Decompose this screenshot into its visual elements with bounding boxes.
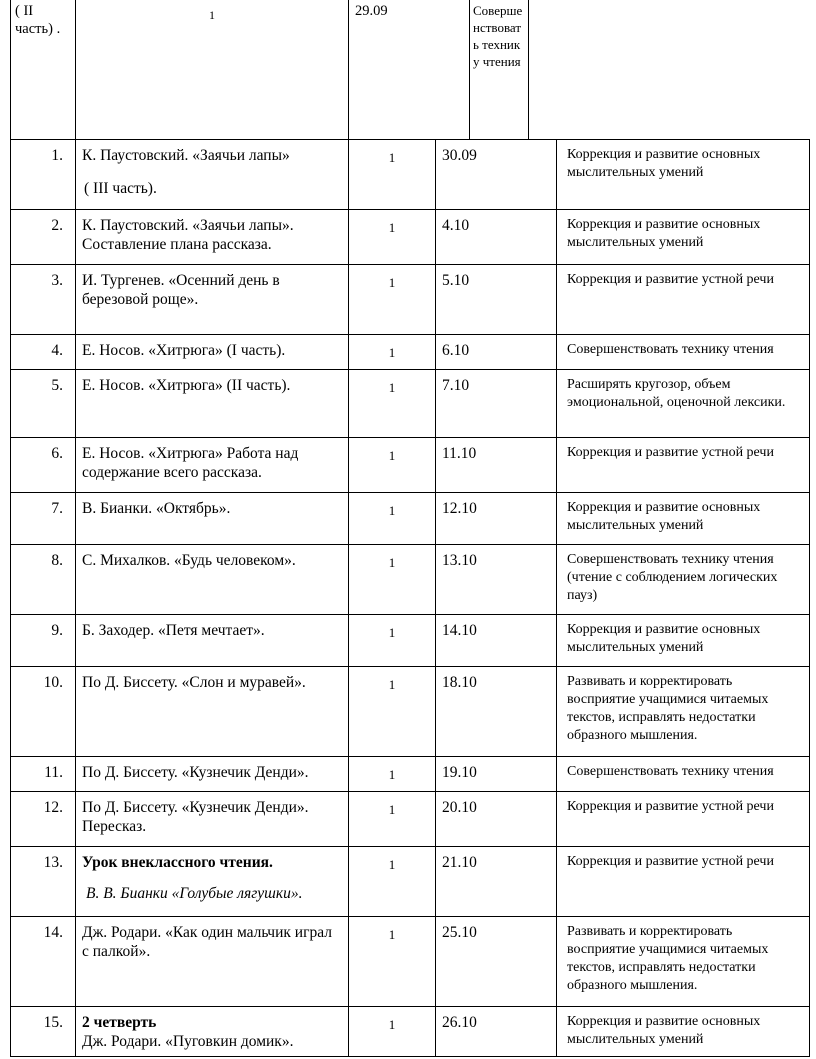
lesson-hours-cell [349,792,436,847]
lesson-topic-cell [76,917,349,1007]
lesson-goal-cell [557,210,810,265]
lesson-date: 20.10 [442,799,477,816]
lesson-number: 9. [51,622,63,639]
lesson-topic: Е. Носов. «Хитрюга» (II часть). [82,377,291,394]
lesson-date-cell [436,757,557,792]
lesson-hours-cell [349,615,436,667]
lesson-number: 14. [43,924,63,941]
lesson-goal-cell [557,757,810,792]
lesson-goal: Расширять кругозор, объем эмоциональной, оценочной лексики. [567,377,786,410]
lesson-number-cell [11,493,76,545]
lesson-number-cell [11,370,76,438]
lesson-hours: 1 [388,927,396,942]
lesson-date-cell [436,545,557,615]
lesson-date-cell [436,615,557,667]
lesson-date-cell [436,370,557,438]
lesson-date: 21.10 [442,854,477,871]
lesson-hours: 1 [388,767,396,782]
lesson-date: 4.10 [442,217,470,234]
lesson-topic-cell [76,140,349,210]
lesson-number: 15. [43,1014,63,1031]
lesson-hours-cell [349,210,436,265]
top-cell-hours: 1 [76,0,349,140]
lesson-hours: 1 [388,275,396,290]
lesson-goal: Коррекция и развитие устной речи [567,854,774,869]
top-cell-goal: Совершенствовать технику чтения [470,0,529,140]
lesson-number-cell [11,335,76,370]
lesson-plan-table [10,139,810,1057]
lesson-number-cell [11,757,76,792]
lesson-goal: Коррекция и развитие основных мыслительных умений [567,500,761,533]
lesson-goal: Совершенствовать технику чтения [567,764,774,779]
lesson-hours-cell [349,667,436,757]
topic-heading: 2 четверть [82,1014,157,1031]
lesson-number-cell [11,210,76,265]
lesson-goal-cell [557,792,810,847]
lesson-topic: К. Паустовский. «Заячьи лапы» [82,147,290,164]
lesson-number: 5. [51,377,63,394]
lesson-hours-cell [349,265,436,335]
lesson-number: 2. [51,217,63,234]
lesson-topic-cell [76,370,349,438]
table-row [11,1007,810,1057]
lesson-hours-cell [349,140,436,210]
lesson-topic-sub: ( III часть). [84,180,157,197]
lesson-goal: Развивать и корректировать восприятие учащимися читаемых текстов, исправлять недостатки образного мышления. [567,924,769,993]
lesson-goal: Коррекция и развитие основных мыслительных умений [567,622,761,655]
lesson-topic: Б. Заходер. «Петя мечтает». [82,622,265,639]
lesson-hours-cell [349,757,436,792]
lesson-date-cell [436,265,557,335]
lesson-hours-cell [349,438,436,493]
lesson-goal-cell [557,917,810,1007]
lesson-hours: 1 [388,625,396,640]
lesson-number-cell [11,847,76,917]
lesson-date-cell [436,1007,557,1057]
lesson-topic-cell [76,847,349,917]
lesson-number: 7. [51,500,63,517]
lesson-date-cell [436,210,557,265]
lesson-date-cell [436,847,557,917]
lesson-topic: К. Паустовский. «Заячьи лапы». Составление плана рассказа. [82,217,294,253]
lesson-number-cell [11,792,76,847]
lesson-topic-cell [76,792,349,847]
lesson-number: 3. [51,272,63,289]
lesson-hours: 1 [388,677,396,692]
lesson-number: 4. [51,342,63,359]
lesson-date: 19.10 [442,764,477,781]
lesson-topic-cell [76,438,349,493]
lesson-hours: 1 [388,380,396,395]
top-cell-empty [529,0,790,140]
table-row [11,615,810,667]
lesson-number: 11. [44,764,63,781]
lesson-goal-cell [557,545,810,615]
lesson-goal: Коррекция и развитие основных мыслительных умений [567,217,761,250]
lesson-hours: 1 [388,448,396,463]
table-row [11,757,810,792]
table-row [11,210,810,265]
table-row [11,265,810,335]
lesson-date: 26.10 [442,1014,477,1031]
lesson-number: 12. [43,799,63,816]
table-row [11,667,810,757]
lesson-number-cell [11,615,76,667]
lesson-goal-cell [557,438,810,493]
lesson-topic: По Д. Биссету. «Кузнечик Денди». [82,764,309,781]
lesson-hours: 1 [388,345,396,360]
lesson-number-cell [11,1007,76,1057]
lesson-topic-cell [76,1007,349,1057]
lesson-date: 18.10 [442,674,477,691]
lesson-hours-cell [349,545,436,615]
lesson-goal-cell [557,1007,810,1057]
lesson-goal: Коррекция и развитие устной речи [567,445,774,460]
lesson-number-cell [11,545,76,615]
lesson-goal-cell [557,370,810,438]
lesson-goal-cell [557,493,810,545]
lesson-goal: Коррекция и развитие устной речи [567,272,774,287]
lesson-hours: 1 [388,802,396,817]
lesson-goal: Совершенствовать технику чтения (чтение с соблюдением логических пауз) [567,552,778,603]
lesson-number: 10. [43,674,63,691]
table-row [11,847,810,917]
table-row [11,438,810,493]
lesson-hours: 1 [388,1017,396,1032]
lesson-topic: Дж. Родари. «Как один мальчик играл с палкой». [82,924,332,960]
lesson-date-cell [436,335,557,370]
lesson-topic-italic: В. В. Бианки «Голубые лягушки». [86,885,303,902]
lesson-hours-cell [349,917,436,1007]
table-row [11,792,810,847]
top-cell-date: 29.09 [349,0,470,140]
lesson-goal: Коррекция и развитие устной речи [567,799,774,814]
lesson-date-cell [436,667,557,757]
lesson-goal-cell [557,140,810,210]
table-row [11,917,810,1007]
lesson-topic-cell [76,615,349,667]
lesson-topic: Е. Носов. «Хитрюга» (I часть). [82,342,286,359]
lesson-hours: 1 [388,220,396,235]
lesson-number-cell [11,438,76,493]
lesson-hours-cell [349,370,436,438]
lesson-date: 7.10 [442,377,470,394]
lesson-topic-cell [76,335,349,370]
lesson-date-cell [436,792,557,847]
lesson-date: 11.10 [442,445,477,462]
lesson-topic: С. Михалков. «Будь человеком». [82,552,296,569]
lesson-number-cell [11,917,76,1007]
lesson-topic-cell [76,210,349,265]
lesson-goal: Совершенствовать технику чтения [567,342,774,357]
lesson-date-cell [436,493,557,545]
top-fragment-table [10,0,789,140]
lesson-goal-cell [557,335,810,370]
lesson-topic-cell [76,757,349,792]
lesson-goal: Развивать и корректировать восприятие учащимися читаемых текстов, исправлять недостатки образного мышления. [567,674,769,743]
lesson-date: 13.10 [442,552,477,569]
lesson-number: 8. [51,552,63,569]
lesson-topic: По Д. Биссету. «Слон и муравей». [82,674,306,691]
lesson-number-cell [11,667,76,757]
lesson-goal: Коррекция и развитие основных мыслительных умений [567,147,761,180]
lesson-date-cell [436,917,557,1007]
table-row [11,545,810,615]
lesson-date-cell [436,438,557,493]
lesson-date: 30.09 [442,147,477,164]
lesson-goal-cell [557,847,810,917]
lesson-goal-cell [557,615,810,667]
lesson-hours: 1 [388,503,396,518]
table-row [11,370,810,438]
lesson-number: 1. [51,147,63,164]
lesson-date: 5.10 [442,272,470,289]
table-row [11,0,790,140]
lesson-topic: Е. Носов. «Хитрюга» Работа над содержание всего рассказа. [82,445,299,481]
lesson-number-cell [11,140,76,210]
table-row [11,140,810,210]
lesson-number-cell [11,265,76,335]
lesson-topic: По Д. Биссету. «Кузнечик Денди». Пересказ. [82,799,309,835]
lesson-hours-cell [349,847,436,917]
lesson-plan-body [11,140,810,1057]
lesson-hours: 1 [388,150,396,165]
lesson-topic: Дж. Родари. «Пуговкин домик». [82,1033,294,1050]
lesson-topic-cell [76,545,349,615]
lesson-hours-cell [349,493,436,545]
lesson-hours: 1 [388,857,396,872]
lesson-date: 12.10 [442,500,477,517]
lesson-topic-cell [76,265,349,335]
lesson-goal: Коррекция и развитие основных мыслительных умений [567,1014,761,1047]
lesson-topic: В. Бианки. «Октябрь». [82,500,231,517]
lesson-date-cell [436,140,557,210]
lesson-hours-cell [349,335,436,370]
lesson-hours: 1 [388,555,396,570]
lesson-date: 25.10 [442,924,477,941]
lesson-number: 6. [51,445,63,462]
lesson-topic-cell [76,667,349,757]
lesson-topic-cell [76,493,349,545]
table-row [11,335,810,370]
topic-heading: Урок внеклассного чтения. [82,854,273,871]
lesson-goal-cell [557,667,810,757]
top-cell-part: ( II часть) . [11,0,76,140]
lesson-number: 13. [43,854,63,871]
lesson-date: 6.10 [442,342,470,359]
lesson-topic: И. Тургенев. «Осенний день в березовой роще». [82,272,280,308]
lesson-date: 14.10 [442,622,477,639]
lesson-hours-cell [349,1007,436,1057]
table-row [11,493,810,545]
lesson-goal-cell [557,265,810,335]
